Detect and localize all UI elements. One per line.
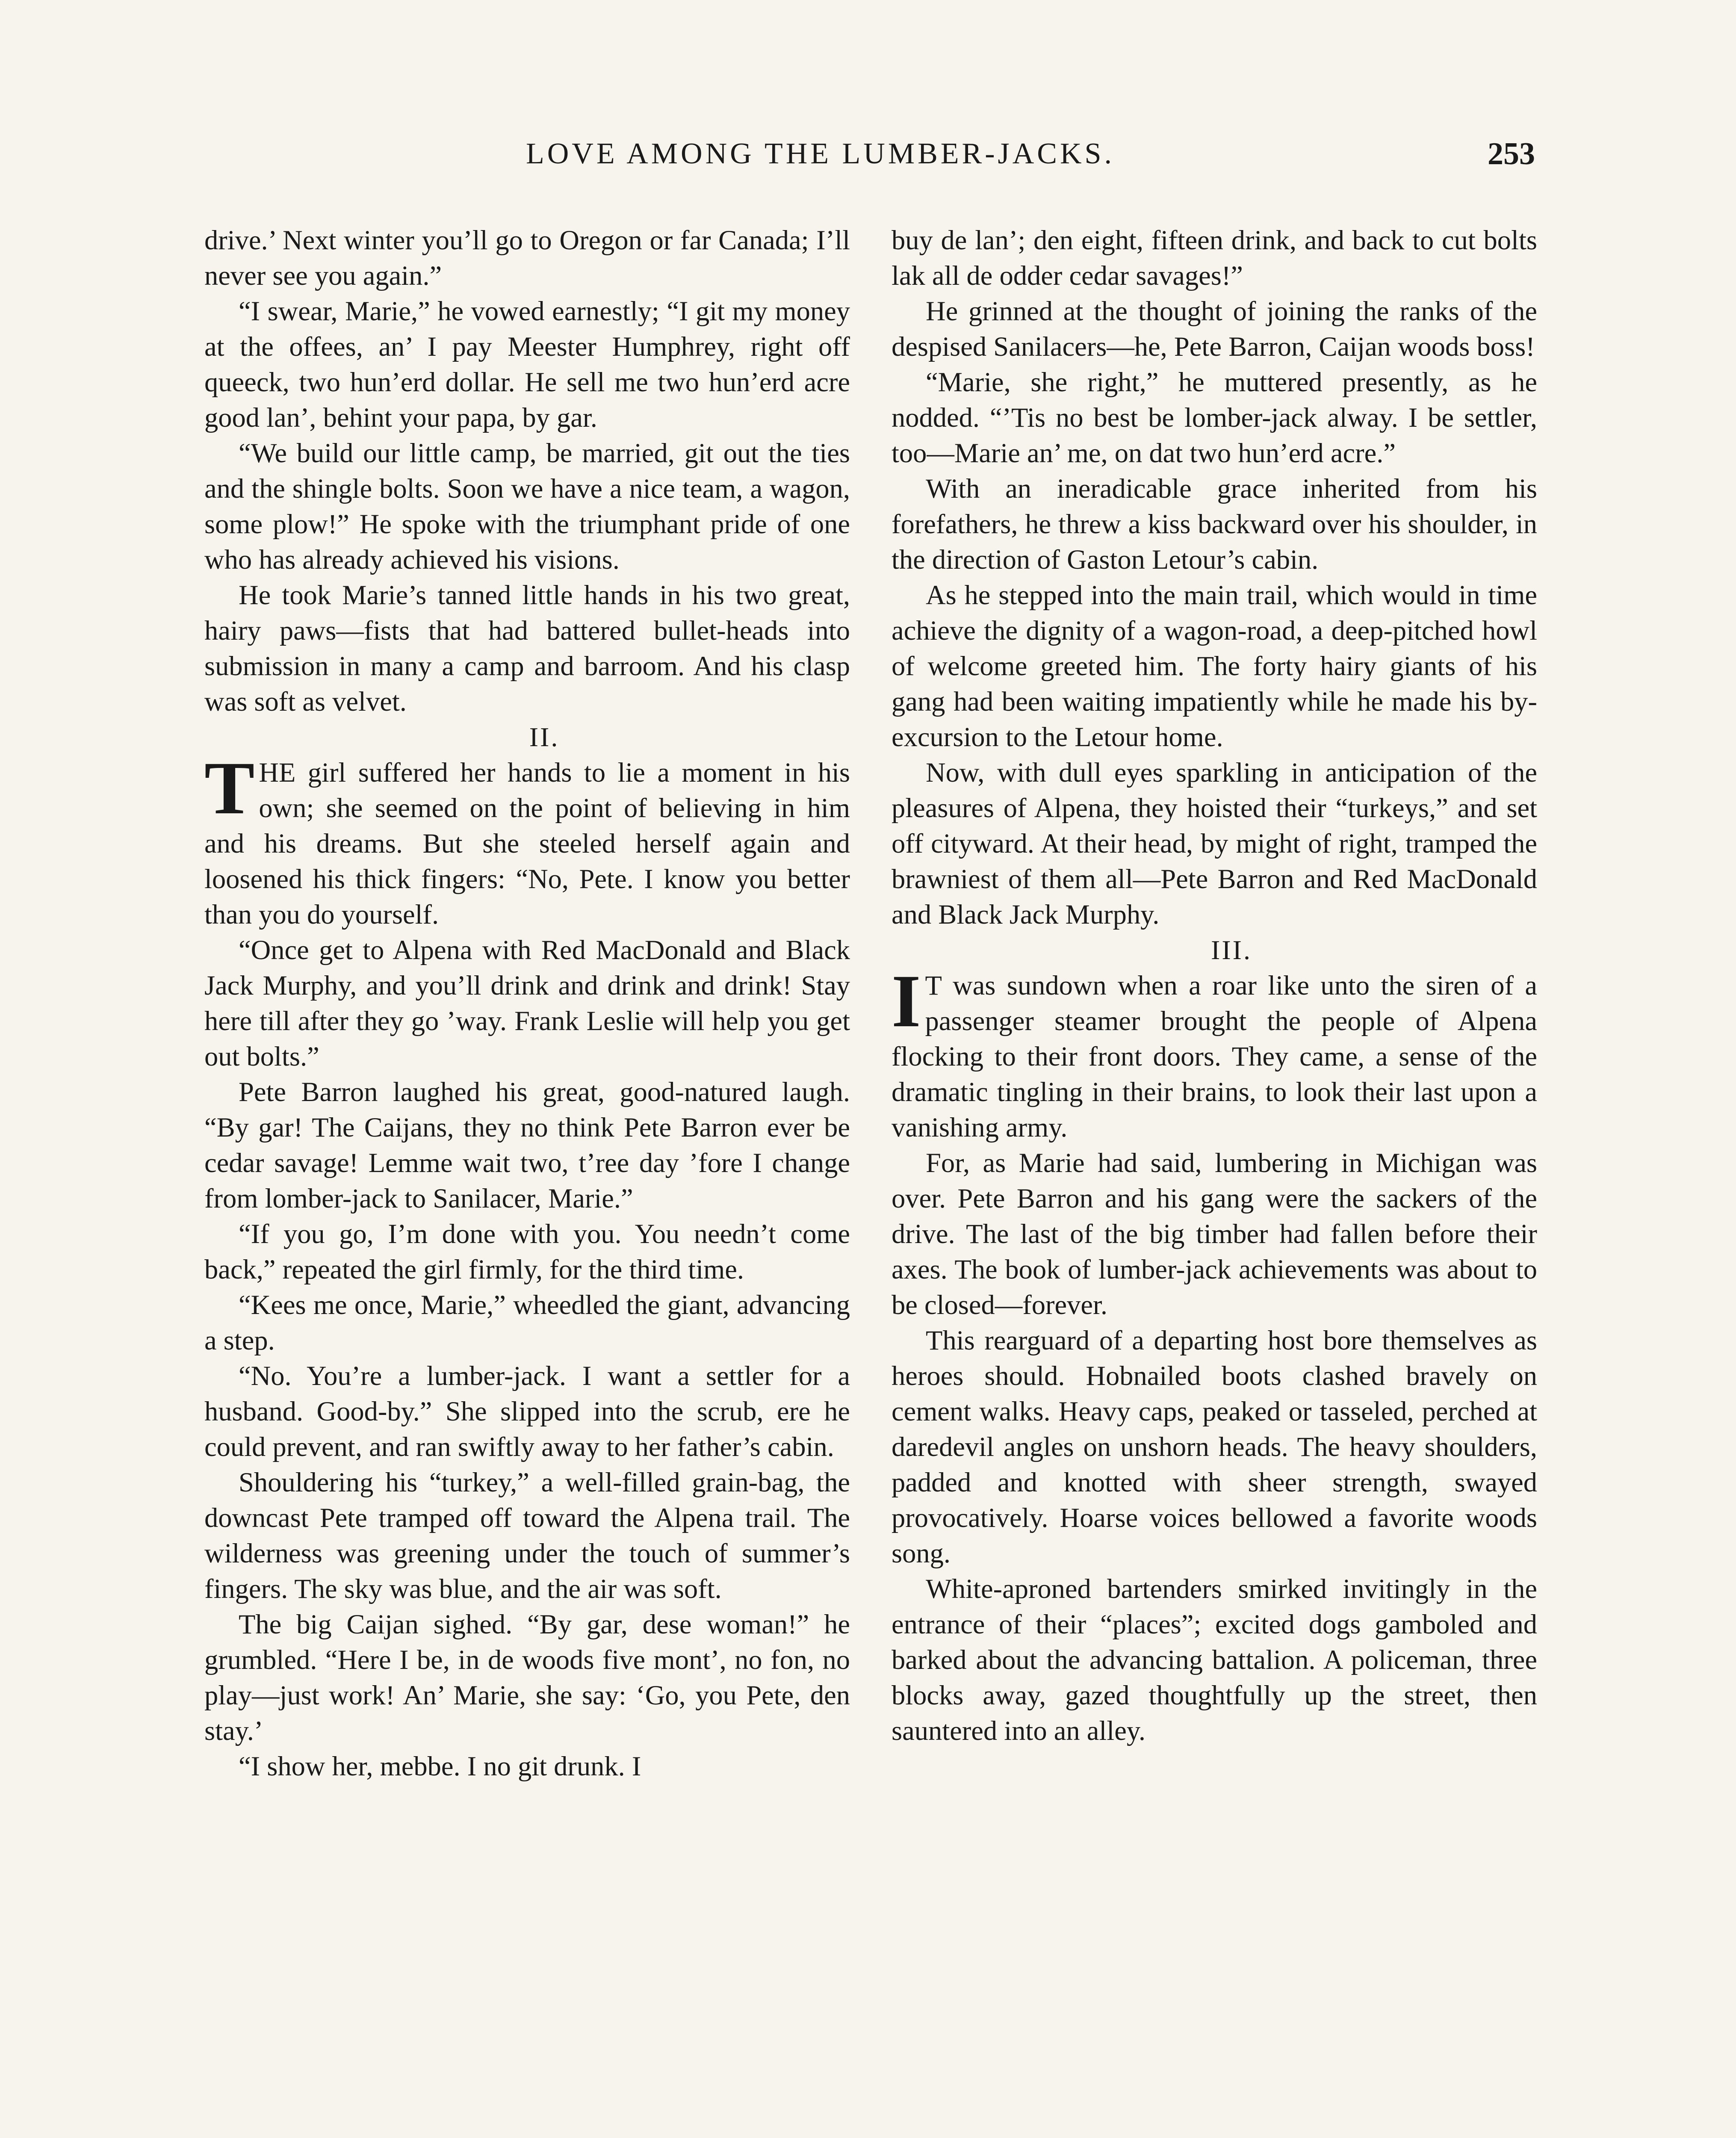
paragraph: “If you go, I’m done with you. You needn’t come back,” repeated the girl firmly, for the third time. xyxy=(204,1219,850,1285)
paragraph-dropcap xyxy=(204,747,850,932)
paragraph: He grinned at the thought of joining the ranks of the despised Sanilacers—he, Pete Barron, Caijan woods boss! xyxy=(892,296,1537,362)
paragraph: “Marie, she right,” he muttered presently, as he nodded. “’Tis no best be lomber-jack alway. I be settler, too—Marie an’ me, on dat two hun’erd acre.” xyxy=(892,367,1537,468)
paragraph: As he stepped into the main trail, which would in time achieve the dignity of a wagon-road, a deep-pitched howl of welcome greeted him. The forty hairy giants of his gang had been waiting impatiently while he made his by-excursion to the Letour home. xyxy=(892,580,1537,752)
paragraph: White-aproned bartenders smirked invitingly in the entrance of their “places”; excited dogs gamboled and barked about the advancing battalion. A policeman, three blocks away, gazed thoughtfully up the street, then sauntered into an alley. xyxy=(892,1574,1537,1746)
paragraph-text: HE girl suffered her hands to lie a moment in his own; she seemed on the point of believing in him and his dreams. But she steeled herself again and loosened his thick fingers: “No, Pete. I know you better than you do yourself. xyxy=(204,757,850,930)
right-column xyxy=(892,222,1537,1748)
paragraph: “Kees me once, Marie,” wheedled the giant, advancing a step. xyxy=(204,1290,850,1355)
paragraph-text: T was sundown when a roar like unto the siren of a passenger steamer brought the people of Alpena flocking to their front doors. They came, a sense of the dramatic tingling in their brains, to look their last upon a vanishing army. xyxy=(892,970,1537,1143)
left-column xyxy=(204,222,850,1784)
paragraph: “Once get to Alpena with Red MacDonald and Black Jack Murphy, and you’ll drink and drink and drink! Stay here till after they go ’way. Frank Leslie will help you get out bolts.” xyxy=(204,935,850,1072)
running-title: LOVE AMONG THE LUMBER-JACKS. xyxy=(526,137,1115,170)
paragraph: “No. You’re a lumber-jack. I want a settler for a husband. Good-by.” She slipped into the scrub, ere he could prevent, and ran swiftly away to her father’s cabin. xyxy=(204,1361,850,1462)
paragraph-dropcap xyxy=(892,960,1537,1145)
page-number: 253 xyxy=(1488,136,1535,171)
paragraph: “I swear, Marie,” he vowed earnestly; “I git my money at the offees, an’ I pay Meester Humphrey, right off queeck, two hun’erd dollar. He sell me two hun’erd acre good lan’, behint your papa, by gar. xyxy=(204,296,850,433)
paragraph: This rearguard of a departing host bore themselves as heroes should. Hobnailed boots clashed bravely on cement walks. Heavy caps, peaked or tasseled, perched at daredevil angles on unshorn heads. The heavy shoulders, padded and knotted with sheer strength, swayed provocatively. Hoarse voices bellowed a favorite woods song. xyxy=(892,1325,1537,1568)
paragraph: With an ineradicable grace inherited from his forefathers, he threw a kiss backward over his shoulder, in the direction of Gaston Letour’s cabin. xyxy=(892,473,1537,575)
section-heading-ii: II. xyxy=(529,722,560,752)
drop-cap: I xyxy=(892,960,921,1043)
paragraph: Shouldering his “turkey,” a well-filled grain-bag, the downcast Pete tramped off toward the Alpena trail. The wilderness was greening under the touch of summer’s fingers. The sky was blue, and the air was soft. xyxy=(204,1467,850,1604)
paragraph: “I show her, mebbe. I no git drunk. I xyxy=(239,1751,641,1781)
paragraph: drive.’ Next winter you’ll go to Oregon or far Canada; I’ll never see you again.” xyxy=(204,225,850,291)
paragraph: Pete Barron laughed his great, good-natured laugh. “By gar! The Caijans, they no think Pete Barron ever be cedar savage! Lemme wait two, t’ree day ’fore I change from lomber-jack to Sanilacer, Marie.” xyxy=(204,1077,850,1214)
paragraph: For, as Marie had said, lumbering in Michigan was over. Pete Barron and his gang were the sackers of the drive. The last of the big timber had fallen before their axes. The book of lumber-jack achievements was about to be closed—forever. xyxy=(892,1148,1537,1320)
drop-cap: T xyxy=(204,747,255,830)
paragraph: Now, with dull eyes sparkling in anticipation of the pleasures of Alpena, they hoisted their “turkeys,” and set off cityward. At their head, by might of right, tramped the brawniest of them all—Pete Barron and Red MacDonald and Black Jack Murphy. xyxy=(892,757,1537,930)
paragraph: buy de lan’; den eight, fifteen drink, and back to cut bolts lak all de odder cedar savages!” xyxy=(892,225,1537,291)
paragraph: “We build our little camp, be married, git out the ties and the shingle bolts. Soon we have a nice team, a wagon, some plow!” He spoke with the triumphant pride of one who has already achieved his visions. xyxy=(204,438,850,575)
paragraph: He took Marie’s tanned little hands in his two great, hairy paws—fists that had battered bullet-heads into submission in many a camp and barroom. And his clasp was soft as velvet. xyxy=(204,580,850,717)
section-heading-iii: III. xyxy=(1211,935,1252,965)
paragraph: The big Caijan sighed. “By gar, dese woman!” he grumbled. “Here I be, in de woods five mont’, no fon, no play—just work! An’ Marie, she say: ‘Go, you Pete, den stay.’ xyxy=(204,1609,850,1746)
